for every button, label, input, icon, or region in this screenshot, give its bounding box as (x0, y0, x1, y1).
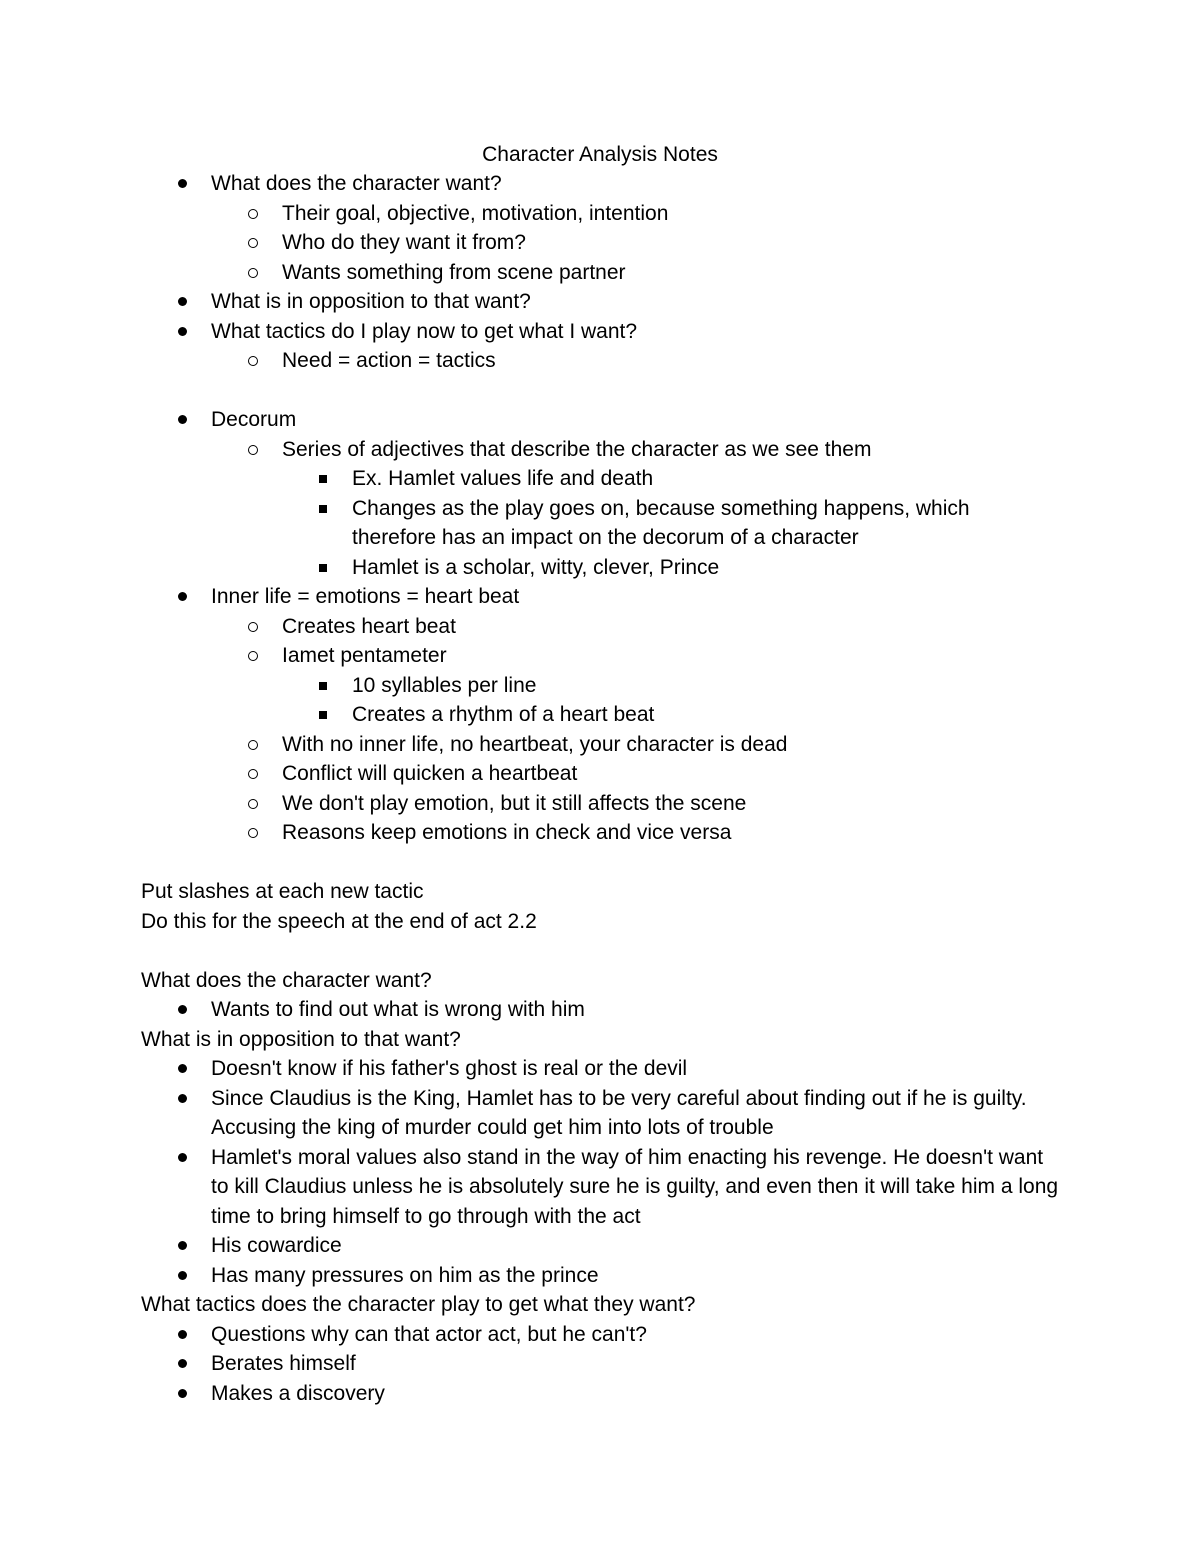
paragraph-line (0, 877, 1200, 907)
list-item-level-2 (0, 258, 1200, 288)
list-item-level-2 (0, 199, 1200, 229)
hollow-circle-bullet-icon (248, 622, 258, 632)
list-item-level-1 (0, 1261, 1200, 1291)
list-item-level-2 (0, 818, 1200, 848)
line-text: What does the character want? (141, 968, 432, 992)
list-item-level-1 (0, 1379, 1200, 1409)
paragraph-line (0, 907, 1200, 937)
list-item-level-1 (0, 169, 1200, 199)
list-item-level-2 (0, 730, 1200, 760)
list-item-level-3 (0, 671, 1200, 701)
bullet-icon (178, 1271, 187, 1280)
line-text: What tactics do I play now to get what I want? (211, 319, 638, 343)
list-item-level-1 (0, 1054, 1200, 1084)
bullet-icon (178, 592, 187, 601)
hollow-circle-bullet-icon (248, 268, 258, 278)
document-body (0, 169, 1200, 1408)
line-text: With no inner life, no heartbeat, your character is dead (282, 732, 788, 756)
line-text: Hamlet's moral values also stand in the way of him enacting his revenge. He doesn't want to kill Claudius unless he is absolutely sure he is guilty, and even then it will take him a long time to bring himself to go through with the act (211, 1145, 1059, 1228)
line-text: His cowardice (211, 1234, 342, 1257)
bullet-icon (178, 1241, 187, 1250)
blank-line (0, 376, 1200, 406)
list-item-level-2 (0, 641, 1200, 671)
square-bullet-icon (319, 475, 327, 483)
list-item-level-1 (0, 1349, 1200, 1379)
paragraph-line (0, 1290, 1200, 1320)
line-text: Berates himself (211, 1352, 356, 1375)
list-item-level-1 (0, 1320, 1200, 1350)
bullet-icon (178, 415, 187, 424)
line-text: What tactics does the character play to get what they want? (141, 1293, 696, 1316)
line-text: Creates heart beat (282, 614, 456, 638)
paragraph-line (0, 966, 1200, 996)
hollow-circle-bullet-icon (248, 209, 258, 219)
line-text: Has many pressures on him as the prince (211, 1263, 599, 1287)
list-item-level-3 (0, 464, 1200, 494)
list-item-level-1 (0, 1143, 1061, 1232)
line-text: Wants to find out what is wrong with him (211, 998, 585, 1021)
line-text: Who do they want it from? (282, 231, 526, 254)
line-text: Wants something from scene partner (282, 260, 626, 284)
hollow-circle-bullet-icon (248, 651, 258, 661)
bullet-icon (178, 1330, 187, 1339)
line-text: Hamlet is a scholar, witty, clever, Prince (352, 555, 720, 579)
hollow-circle-bullet-icon (248, 769, 258, 779)
hollow-circle-bullet-icon (248, 445, 258, 455)
bullet-icon (178, 179, 187, 188)
list-item-level-1 (0, 1231, 1200, 1261)
bullet-icon (178, 297, 187, 306)
bullet-icon (178, 1389, 187, 1398)
list-item-level-2 (0, 612, 1200, 642)
line-text: Creates a rhythm of a heart beat (352, 703, 655, 726)
bullet-icon (178, 1359, 187, 1368)
line-text: Their goal, objective, motivation, intention (282, 201, 669, 225)
line-text: Makes a discovery (211, 1381, 385, 1405)
hollow-circle-bullet-icon (248, 740, 258, 750)
list-item-level-2 (0, 789, 1200, 819)
line-text: 10 syllables per line (352, 673, 537, 697)
list-item-level-2 (0, 435, 1200, 465)
line-text: Since Claudius is the King, Hamlet has to be very careful about finding out if he is guilty. Accusing the king of murder could get him into lots of trouble (211, 1086, 1027, 1139)
hollow-circle-bullet-icon (248, 828, 258, 838)
list-item-level-1 (0, 287, 1200, 317)
line-text: Reasons keep emotions in check and vice versa (282, 821, 732, 844)
square-bullet-icon (319, 505, 327, 513)
list-item-level-2 (0, 346, 1200, 376)
paragraph-line (0, 1025, 1200, 1055)
line-text: Do this for the speech at the end of act 2.2 (141, 909, 537, 933)
list-item-level-3 (0, 553, 1200, 583)
list-item-level-3 (0, 494, 1012, 553)
hollow-circle-bullet-icon (248, 238, 258, 248)
line-text: Inner life = emotions = heart beat (211, 585, 520, 608)
line-text: Decorum (211, 408, 297, 431)
list-item-level-1 (0, 582, 1200, 612)
line-text: Questions why can that actor act, but he can't? (211, 1322, 647, 1346)
line-text: Doesn't know if his father's ghost is real or the devil (211, 1057, 688, 1080)
line-text: Series of adjectives that describe the character as we see them (282, 437, 872, 461)
bullet-icon (178, 1064, 187, 1073)
list-item-level-3 (0, 700, 1200, 730)
bullet-icon (178, 1094, 187, 1103)
list-item-level-2 (0, 759, 1200, 789)
blank-line (0, 848, 1200, 878)
square-bullet-icon (319, 564, 327, 572)
list-item-level-1 (0, 995, 1200, 1025)
line-text: Changes as the play goes on, because something happens, which therefore has an impact on the decorum of a character (352, 496, 970, 549)
line-text: Conflict will quicken a heartbeat (282, 762, 578, 785)
hollow-circle-bullet-icon (248, 799, 258, 809)
square-bullet-icon (319, 682, 327, 690)
list-item-level-1 (0, 1084, 1061, 1143)
line-text: We don't play emotion, but it still affects the scene (282, 791, 747, 815)
line-text: Ex. Hamlet values life and death (352, 467, 654, 490)
hollow-circle-bullet-icon (248, 356, 258, 366)
line-text: Iamet pentameter (282, 644, 447, 667)
list-item-level-1 (0, 405, 1200, 435)
bullet-icon (178, 327, 187, 336)
list-item-level-1 (0, 317, 1200, 347)
line-text: Put slashes at each new tactic (141, 880, 424, 903)
square-bullet-icon (319, 711, 327, 719)
line-text: What does the character want? (211, 172, 502, 195)
blank-line (0, 936, 1200, 966)
bullet-icon (178, 1153, 187, 1162)
page-title: Character Analysis Notes (482, 143, 718, 166)
line-text: What is in opposition to that want? (141, 1027, 461, 1051)
list-item-level-2 (0, 228, 1200, 258)
line-text: What is in opposition to that want? (211, 290, 531, 313)
line-text: Need = action = tactics (282, 349, 496, 372)
bullet-icon (178, 1005, 187, 1014)
